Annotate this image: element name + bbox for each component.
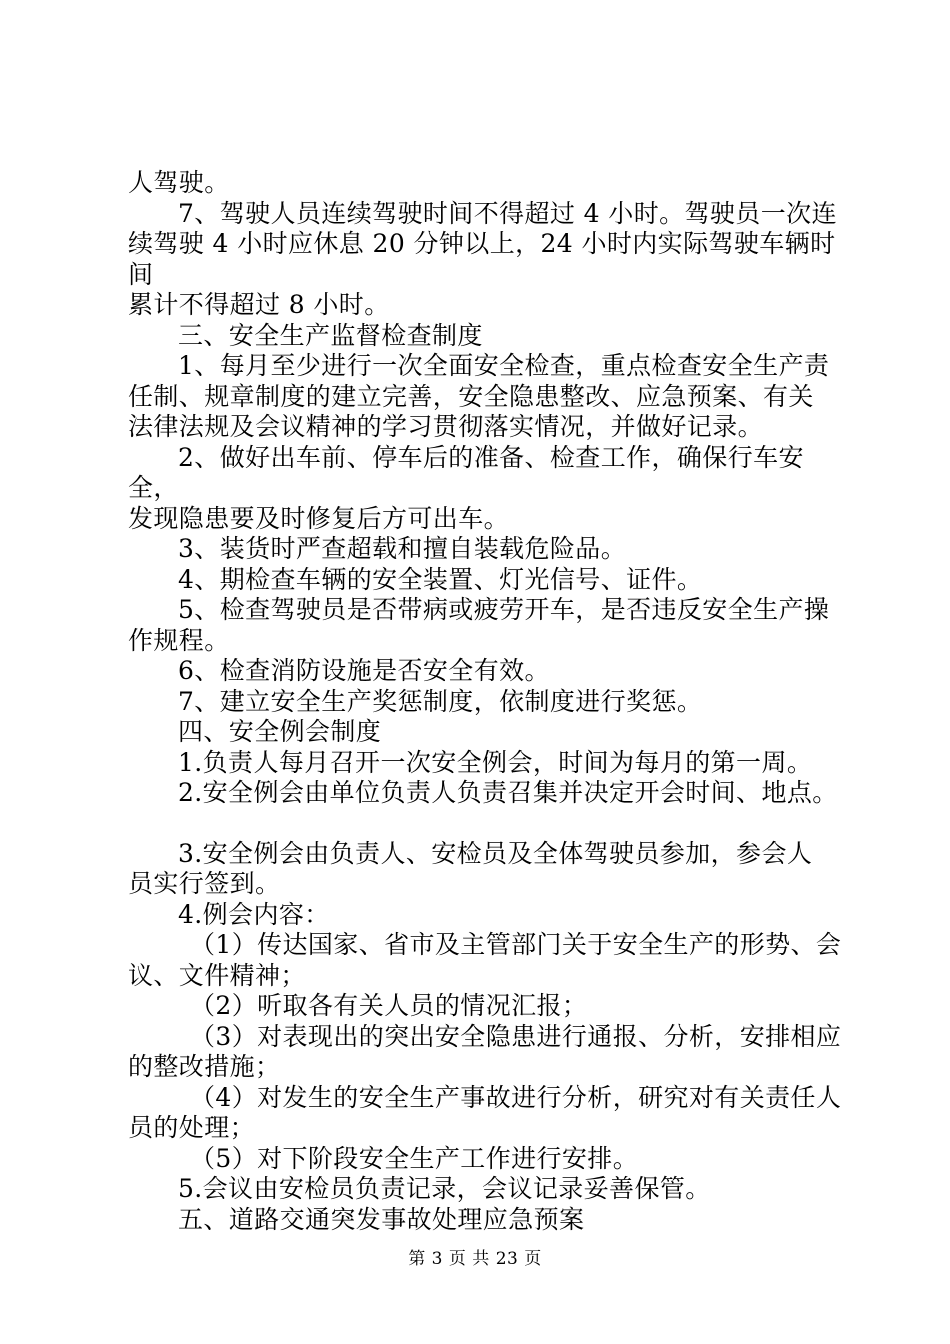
document-line: （4）对发生的安全生产事故进行分析，研究对有关责任人 xyxy=(190,1082,842,1112)
document-line: 3.安全例会由负责人、安检员及全体驾驶员参加，参会人 xyxy=(178,838,813,868)
document-line: （2）听取各有关人员的情况汇报； xyxy=(190,991,588,1020)
document-line: （1）传达国家、省市及主管部门关于安全生产的形势、会 xyxy=(190,930,842,959)
document-line: 2、做好出车前、停车后的准备、检查工作，确保行车安全， xyxy=(128,442,804,502)
document-line: 议、文件精神； xyxy=(128,960,306,990)
document-line: 5、检查驾驶员是否带病或疲劳开车，是否违反安全生产操 xyxy=(178,595,830,624)
document-line: 续驾驶 4 小时应休息 20 分钟以上，24 小时内实际驾驶车辆时间 xyxy=(128,229,836,289)
document-line: 员的处理； xyxy=(128,1113,256,1142)
document-line: 3、装货时严查超载和擅自装载危险品。 xyxy=(178,534,627,563)
document-line: 4.例会内容： xyxy=(178,899,330,929)
document-line: 4、期检查车辆的安全装置、灯光信号、证件。 xyxy=(178,564,703,594)
document-line: 四、安全例会制度 xyxy=(178,717,382,746)
document-line: 人驾驶。 xyxy=(128,168,230,197)
document-line: 法律法规及会议精神的学习贯彻落实情况，并做好记录。 xyxy=(128,412,764,441)
document-line: 1、每月至少进行一次全面安全检查，重点检查安全生产责 xyxy=(178,351,830,380)
document-line: （3）对表现出的突出安全隐患进行通报、分析，安排相应 xyxy=(190,1021,842,1051)
document-line: 任制、规章制度的建立完善，安全隐患整改、应急预案、有关 xyxy=(128,381,814,411)
document-line: 2.安全例会由单位负责人负责召集并决定开会时间、地点。 xyxy=(178,778,838,807)
document-line: 1.负责人每月召开一次安全例会，时间为每月的第一周。 xyxy=(178,747,813,777)
document-line: 累计不得超过 8 小时。 xyxy=(128,290,390,319)
document-body xyxy=(128,168,848,1235)
document-line: 三、安全生产监督检查制度 xyxy=(178,320,483,350)
document-line: 的整改措施； xyxy=(128,1052,281,1081)
document-line: 作规程。 xyxy=(128,625,230,655)
document-line: 7、建立安全生产奖惩制度，依制度进行奖惩。 xyxy=(178,686,703,716)
document-line: 五、道路交通突发事故处理应急预案 xyxy=(178,1204,585,1234)
document-line: 员实行签到。 xyxy=(128,869,281,898)
document-line: 7、驾驶人员连续驾驶时间不得超过 4 小时。驾驶员一次连 xyxy=(178,198,837,228)
page-footer: 第 3 页 共 23 页 xyxy=(408,1249,542,1269)
document-line: 发现隐患要及时修复后方可出车。 xyxy=(128,503,510,533)
document-line: 5.会议由安检员负责记录，会议记录妥善保管。 xyxy=(178,1174,711,1203)
document-line: （5）对下阶段安全生产工作进行安排。 xyxy=(190,1143,639,1173)
document-line: 6、检查消防设施是否安全有效。 xyxy=(178,656,550,685)
